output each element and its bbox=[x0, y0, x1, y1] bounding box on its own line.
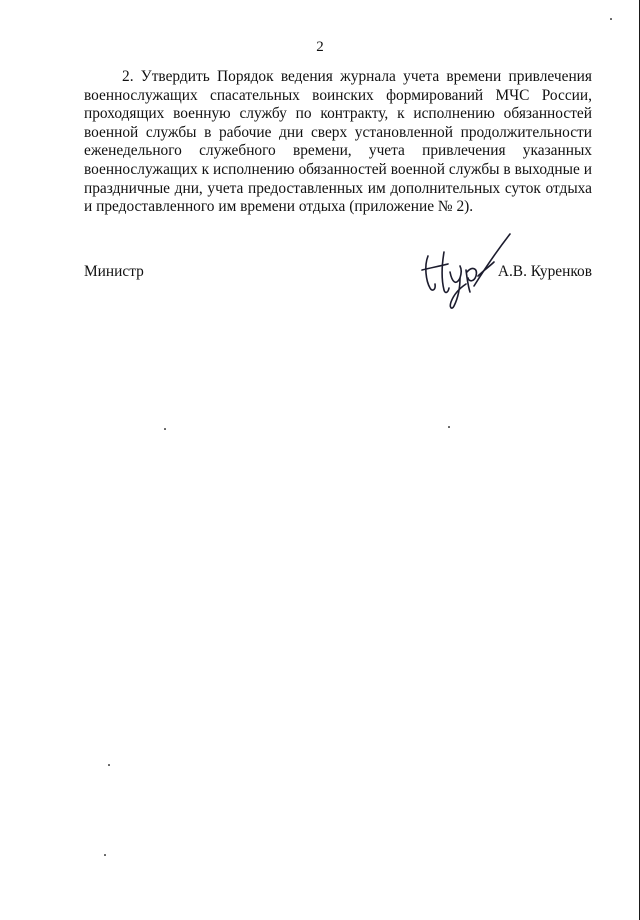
paragraph-2: 2. Утвердить Порядок ведения журнала учета времени привлечения военнослужащих спасательных воинских формирований МЧС России, проходящих военную службу по контракту, к исполнению обязанностей военной службы в рабочие дни сверх установленной продолжительности еженедельного служебного времени, учета привлечения указанных военнослужащих к исполнению обязанностей военной службы в выходные и праздничные дни, учета предоставленных им дополнительных суток отдыха и предоставленного им времени отдыха (приложение № 2). bbox=[84, 68, 592, 216]
page-number: 2 bbox=[316, 39, 324, 55]
scan-speck bbox=[164, 428, 166, 430]
signer-name: А.В. Куренков bbox=[497, 263, 592, 280]
scan-speck bbox=[448, 426, 450, 428]
scan-speck bbox=[610, 18, 612, 20]
scan-speck bbox=[108, 764, 110, 766]
position-title: Министр bbox=[84, 263, 144, 280]
scan-speck bbox=[104, 854, 106, 856]
signature-block bbox=[84, 260, 592, 320]
